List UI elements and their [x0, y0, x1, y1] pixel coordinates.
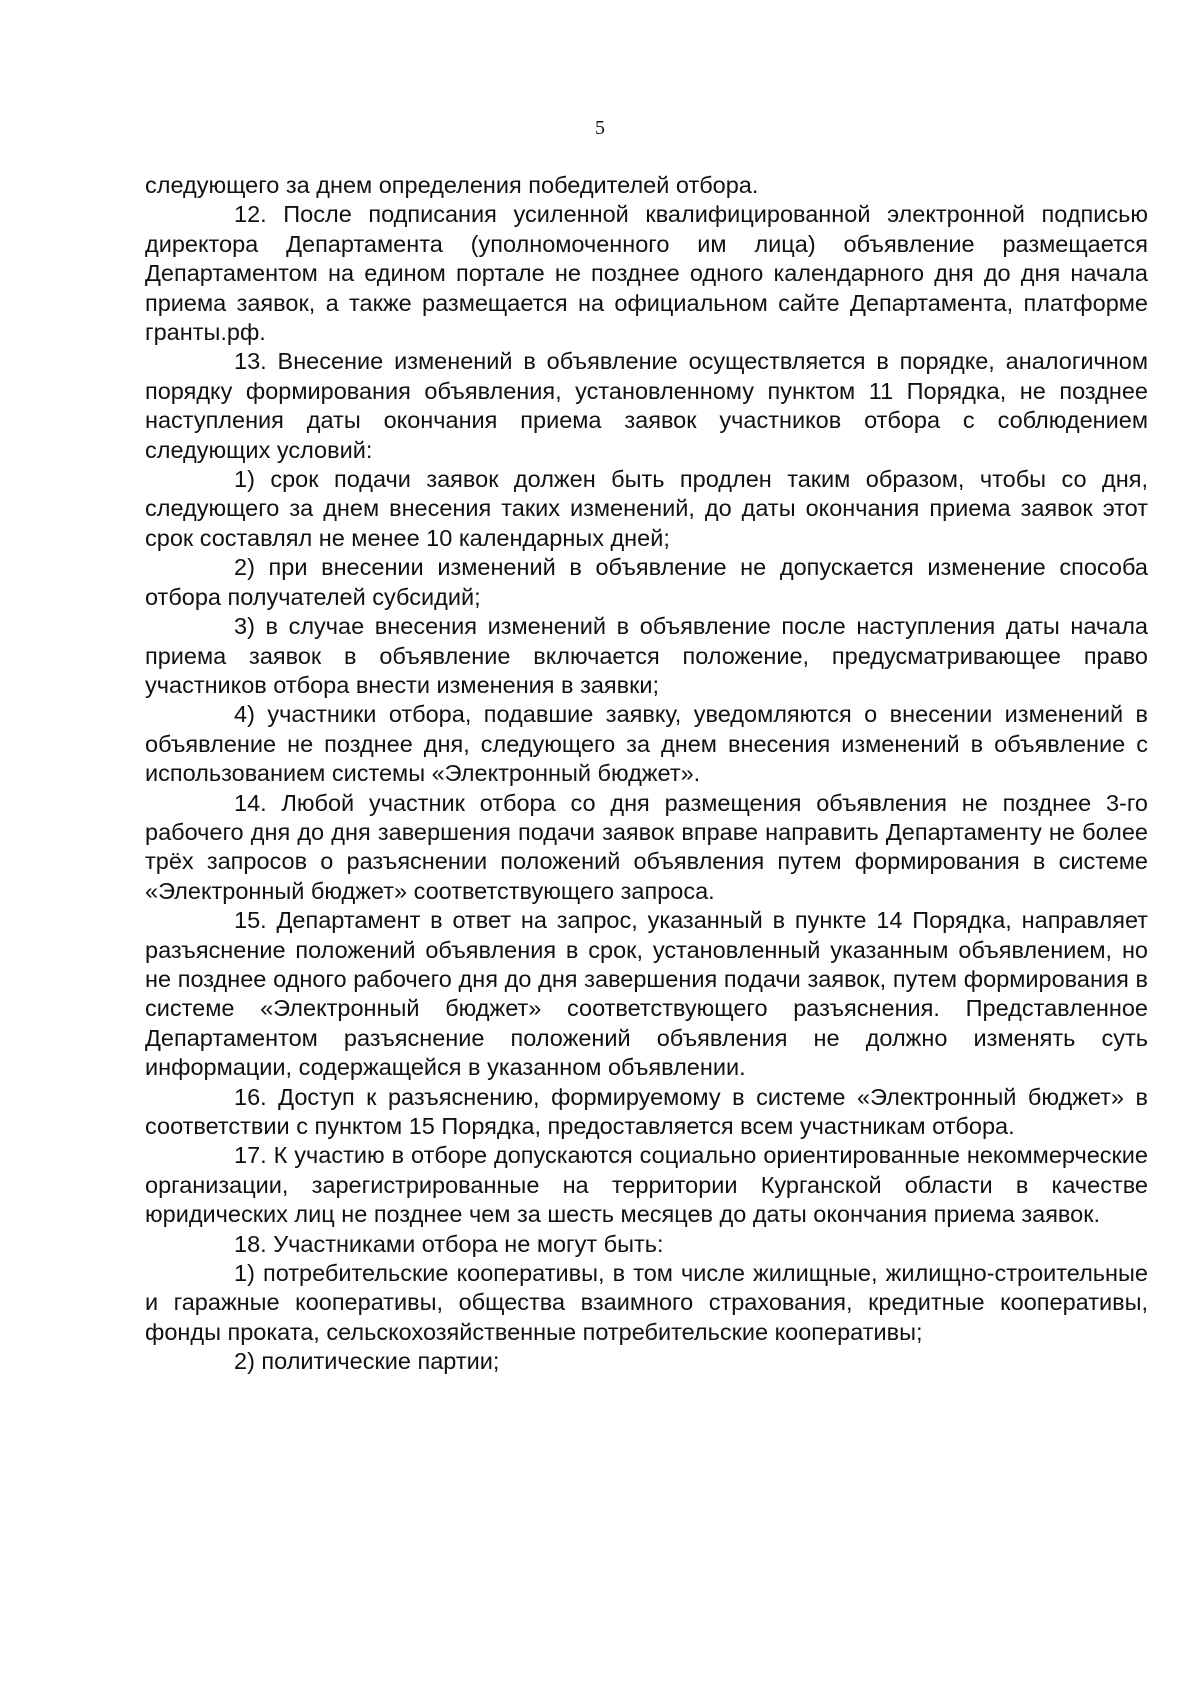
paragraph-16: 16. Доступ к разъяснению, формируемому в системе «Электронный бюджет» в соответствии с пунктом 15 Порядка, предоставляется всем участникам отбора.	[145, 1083, 1148, 1139]
paragraph-13: 13. Внесение изменений в объявление осуществляется в порядке, аналогичном порядку формирования объявления, установленному пунктом 11 Порядка, не позднее наступления даты окончания приема заявок участников отбора с соблюдением следующих условий:	[145, 348, 1148, 463]
paragraph-18: 18. Участниками отбора не могут быть:	[234, 1230, 664, 1257]
paragraph-13-item-4: 4) участники отбора, подавшие заявку, уведомляются о внесении изменений в объявление не позднее дня, следующего за днем внесения изменений в объявление с использованием системы «Электронный бюджет».	[145, 701, 1148, 787]
paragraph-14: 14. Любой участник отбора со дня размещения объявления не позднее 3-го рабочего дня до дня завершения подачи заявок вправе направить Департаменту не более трёх запросов о разъяснении положений объявления путем формирования в системе «Электронный бюджет» соответствующего запроса.	[145, 789, 1148, 904]
paragraph-18-item-1: 1) потребительские кооперативы, в том числе жилищные, жилищно-строительные и гаражные кооперативы, общества взаимного страхования, кредитные кооперативы, фонды проката, сельскохозяйственные потребительские кооперативы;	[145, 1260, 1148, 1345]
paragraph-12: 12. После подписания усиленной квалифицированной электронной подписью директора Департамента (уполномоченного им лица) объявление размещается Департаментом на едином портале не позднее одного календарного дня до дня начала приема заявок, а также размещается на официальном сайте Департамента, платформе гранты.рф.	[145, 201, 1148, 346]
document-body	[145, 171, 1148, 1377]
paragraph-13-item-2: 2) при внесении изменений в объявление не допускается изменение способа отбора получателей субсидий;	[145, 554, 1148, 610]
paragraph-18-item-2: 2) политические партии;	[234, 1348, 500, 1375]
paragraph-17: 17. К участию в отборе допускаются социально ориентированные некоммерческие организации, зарегистрированные на территории Курганской области в качестве юридических лиц не позднее чем за шесть месяцев до даты окончания приема заявок.	[145, 1142, 1148, 1228]
paragraph-15: 15. Департамент в ответ на запрос, указанный в пункте 14 Порядка, направляет разъяснение положений объявления в срок, установленный указанным объявлением, но не позднее одного рабочего дня до дня завершения подачи заявок, путем формирования в системе «Электронный бюджет» соответствующего разъяснения. Представленное Департаментом разъяснение положений объявления не должно изменять суть информации, содержащейся в указанном объявлении.	[145, 907, 1148, 1081]
paragraph-13-item-3: 3) в случае внесения изменений в объявление после наступления даты начала приема заявок в объявление включается положение, предусматривающее право участников отбора внести изменения в заявки;	[145, 613, 1148, 698]
paragraph-13-item-1: 1) срок подачи заявок должен быть продлен таким образом, чтобы со дня, следующего за днем внесения таких изменений, до даты окончания приема заявок этот срок составлял не менее 10 календарных дней;	[145, 466, 1148, 551]
page-number: 5	[595, 117, 605, 139]
paragraph-continuation: следующего за днем определения победителей отбора.	[145, 172, 759, 198]
